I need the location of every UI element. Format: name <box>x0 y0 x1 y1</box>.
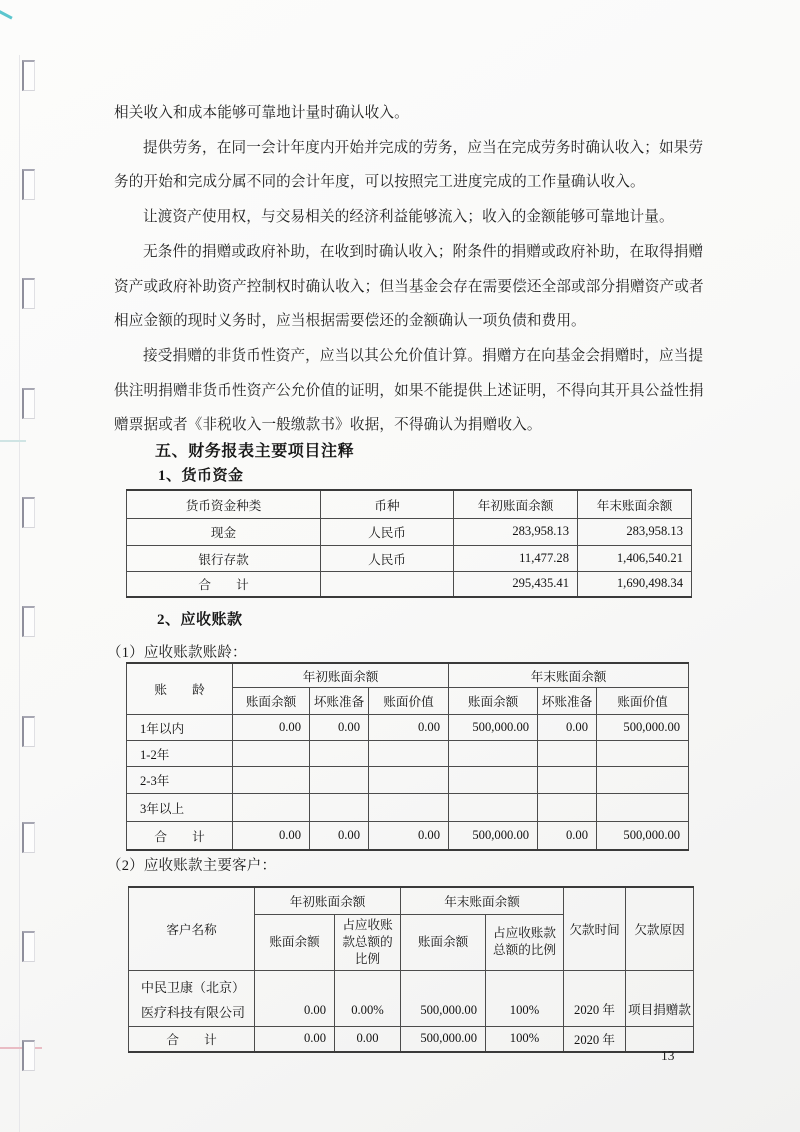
body-line: 相关收入和成本能够可靠地计量时确认收入。 <box>114 105 409 121</box>
header-cell-debt-reason: 欠款原因 <box>626 887 694 970</box>
cell-debt-reason: 项目捐赠款 <box>626 970 694 1026</box>
header-group-begin: 年初账面余额 <box>233 663 449 687</box>
cell-value <box>597 793 689 821</box>
cell-end-balance: 283,958.13 <box>578 518 692 545</box>
header-group-end: 年末账面余额 <box>401 887 564 914</box>
cell-value: 0.00% <box>335 970 401 1026</box>
paper-crease-line <box>19 55 20 1132</box>
body-line: 务的开始和完成分属不同的会计年度，可以按照完工进度完成的工作量确认收入。 <box>114 174 645 191</box>
cell-aging-label: 2-3年 <box>127 766 233 793</box>
table-row <box>127 518 692 545</box>
binding-hole <box>22 931 35 962</box>
header-cell: 币种 <box>321 490 454 518</box>
cell-value <box>449 766 538 793</box>
cell-value: 0.00 <box>310 714 369 740</box>
cell-total-label: 合 计 <box>127 571 321 597</box>
customer-name-line: 医疗科技有限公司 <box>141 1005 246 1020</box>
header-cell-debt-time: 欠款时间 <box>564 887 626 970</box>
header-cell-aging: 账 龄 <box>127 663 233 714</box>
body-line: 供注明捐赠非货币性资产公允价值的证明，如果不能提供上述证明，不得向其开具公益性捐 <box>114 382 704 399</box>
body-line: 相应金额的现时义务时，应当根据需要偿还的金额确认一项负债和费用。 <box>114 313 586 330</box>
header-group-end: 年末账面余额 <box>449 663 689 687</box>
cell-aging-label: 1-2年 <box>127 740 233 766</box>
table-total-row <box>129 1026 694 1052</box>
page-number: 13 <box>661 1048 675 1063</box>
binding-hole <box>22 606 35 637</box>
table-group-header-row <box>129 887 694 914</box>
subheader-cell: 账面余额 <box>255 914 335 970</box>
cell-value: 0.00 <box>369 714 449 740</box>
cell-customer-name <box>129 970 255 1026</box>
cell-value <box>369 766 449 793</box>
cell-value: 500,000.00 <box>449 821 538 850</box>
subheader-cell: 占应收账款总额的比例 <box>335 914 401 970</box>
header-cell: 年初账面余额 <box>454 490 578 518</box>
cell-value <box>369 740 449 766</box>
label-ar-aging: （1）应收账款账龄： <box>107 645 247 661</box>
cell-debt-time: 2020 年 <box>564 1026 626 1052</box>
cell-begin-balance: 11,477.28 <box>454 545 578 571</box>
binding-hole <box>22 1040 35 1071</box>
customer-name-line: 中民卫康（北京） <box>141 979 246 995</box>
cell-value: 0.00 <box>233 821 310 850</box>
header-cell: 年末账面余额 <box>578 490 692 518</box>
cell-value <box>310 793 369 821</box>
table-group-header-row <box>127 663 689 687</box>
cell-value <box>233 766 310 793</box>
cell-value: 0.00 <box>310 821 369 850</box>
binding-hole <box>22 169 35 200</box>
scan-mark-teal <box>0 440 26 442</box>
cell-value: 500,000.00 <box>597 714 689 740</box>
cell-value: 500,000.00 <box>401 970 486 1026</box>
binding-hole <box>22 716 35 747</box>
cell-value: 0.00 <box>233 714 310 740</box>
body-line: 赠票据或者《非税收入一般缴款书》收据，不得确认为捐赠收入。 <box>114 417 542 434</box>
cell-value: 0.00 <box>335 1026 401 1052</box>
cell-end-balance: 1,690,498.34 <box>578 571 692 597</box>
cell-currency: 人民币 <box>321 545 454 571</box>
table-row <box>127 545 692 571</box>
section-heading: 五、财务报表主要项目注释 <box>155 443 355 460</box>
binding-hole <box>22 497 35 528</box>
cell-kind: 现金 <box>127 518 321 545</box>
cell-value <box>449 740 538 766</box>
binding-hole <box>22 278 35 309</box>
binding-hole <box>22 822 35 853</box>
cell-value: 100% <box>486 970 564 1026</box>
cell-value: 0.00 <box>369 821 449 850</box>
table-total-row <box>127 571 692 597</box>
cell-value: 500,000.00 <box>449 714 538 740</box>
body-line: 无条件的捐赠或政府补助，在收到时确认收入；附条件的捐赠或政府补助，在取得捐赠 <box>143 243 704 260</box>
cell-aging-label: 3年以上 <box>127 793 233 821</box>
cell-value <box>538 766 597 793</box>
cell-value <box>538 740 597 766</box>
label-ar-major-customers: （2）应收账款主要客户： <box>107 858 277 874</box>
scan-mark-cyan <box>0 9 13 19</box>
subheader-cell: 账面价值 <box>369 687 449 714</box>
ar-aging-table <box>126 662 689 851</box>
subheader-cell: 账面余额 <box>401 914 486 970</box>
cell-end-balance: 1,406,540.21 <box>578 545 692 571</box>
cell-value <box>369 793 449 821</box>
cell-value: 0.00 <box>538 714 597 740</box>
cell-debt-time: 2020 年 <box>564 970 626 1026</box>
cell-value <box>538 793 597 821</box>
body-line: 提供劳务，在同一会计年度内开始并完成的劳务，应当在完成劳务时确认收入；如果劳 <box>143 139 704 156</box>
cell-kind: 银行存款 <box>127 545 321 571</box>
body-paragraphs <box>114 96 704 443</box>
cell-begin-balance: 283,958.13 <box>454 518 578 545</box>
cell-value <box>597 766 689 793</box>
subheader-cell: 账面价值 <box>597 687 689 714</box>
table-row <box>127 714 689 740</box>
cell-value <box>233 793 310 821</box>
monetary-funds-table <box>126 489 692 598</box>
cell-value <box>597 740 689 766</box>
header-group-begin: 年初账面余额 <box>255 887 401 914</box>
header-cell: 货币资金种类 <box>127 490 321 518</box>
cell-value <box>233 740 310 766</box>
subheader-cell: 账面余额 <box>233 687 310 714</box>
scan-mark-pink <box>0 1047 42 1049</box>
binding-hole <box>22 388 35 419</box>
table-header-row <box>127 490 692 518</box>
body-line: 让渡资产使用权，与交易相关的经济利益能够流入；收入的金额能够可靠地计量。 <box>143 209 674 226</box>
cell-aging-label: 1年以内 <box>127 714 233 740</box>
subheader-cell: 占应收账款总额的比例 <box>486 914 564 970</box>
table-row <box>127 766 689 793</box>
cell-value: 100% <box>486 1026 564 1052</box>
table-row <box>127 793 689 821</box>
cell-value: 500,000.00 <box>597 821 689 850</box>
subsection-monetary-funds: 1、货币资金 <box>158 468 244 484</box>
cell-total-label: 合 计 <box>129 1026 255 1052</box>
cell-value: 0.00 <box>538 821 597 850</box>
binding-hole <box>22 60 35 91</box>
table-row <box>129 970 694 1026</box>
subheader-cell: 坏账准备 <box>538 687 597 714</box>
cell-currency <box>321 571 454 597</box>
subheader-cell: 账面余额 <box>449 687 538 714</box>
body-line: 接受捐赠的非货币性资产，应当以其公允价值计算。捐赠方在向基金会捐赠时，应当提 <box>143 347 704 364</box>
cell-begin-balance: 295,435.41 <box>454 571 578 597</box>
subsection-accounts-receivable: 2、应收账款 <box>157 612 243 628</box>
cell-value: 0.00 <box>255 1026 335 1052</box>
subheader-cell: 坏账准备 <box>310 687 369 714</box>
ar-customers-table <box>128 886 694 1053</box>
cell-value <box>310 766 369 793</box>
cell-value: 500,000.00 <box>401 1026 486 1052</box>
body-line: 资产或政府补助资产控制权时确认收入；但当基金会存在需要偿还全部或部分捐赠资产或者 <box>114 278 704 295</box>
cell-currency: 人民币 <box>321 518 454 545</box>
cell-debt-reason <box>626 1026 694 1052</box>
cell-total-label: 合 计 <box>127 821 233 850</box>
cell-value <box>449 793 538 821</box>
table-total-row <box>127 821 689 850</box>
cell-value <box>310 740 369 766</box>
table-row <box>127 740 689 766</box>
cell-value: 0.00 <box>255 970 335 1026</box>
header-cell-customer-name: 客户名称 <box>129 887 255 970</box>
